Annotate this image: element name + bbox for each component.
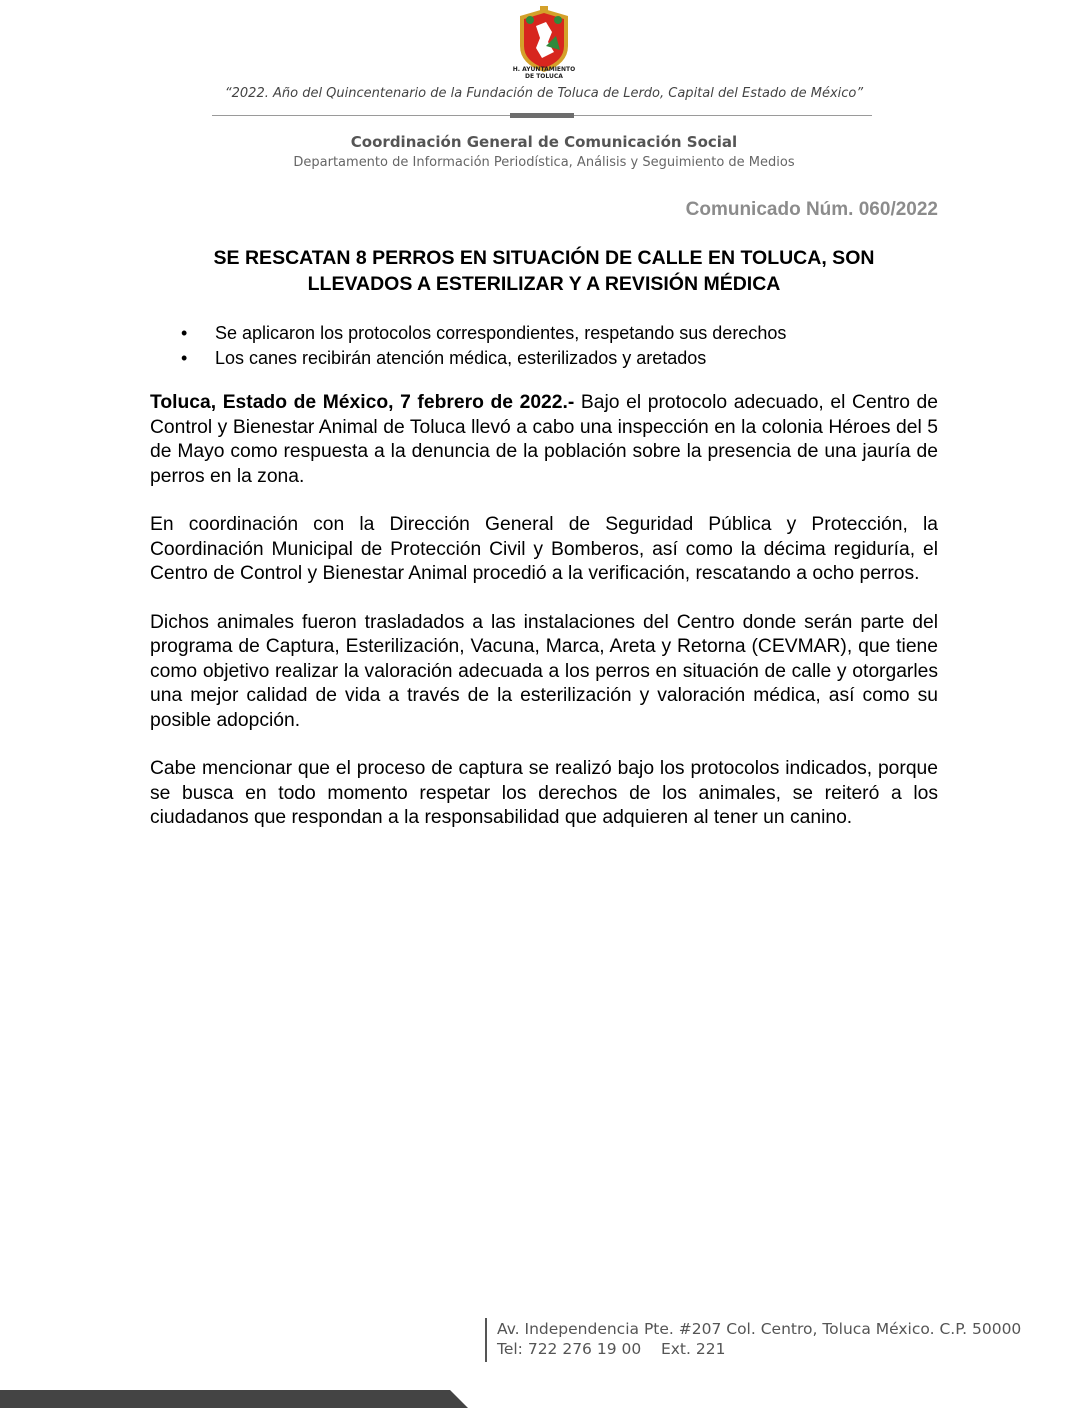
bullet-icon: • bbox=[181, 347, 188, 368]
year-motto: “2022. Año del Quincentenario de la Fundación de Toluca de Lerdo, Capital del Estado de México” bbox=[224, 86, 864, 101]
headline-line: LLEVADOS A ESTERILIZAR Y A REVISIÓN MÉDICA bbox=[307, 273, 781, 295]
dateline: Toluca, Estado de México, 7 febrero de 2022.- bbox=[150, 392, 575, 413]
headline-line: SE RESCATAN 8 PERROS EN SITUACIÓN DE CALLE EN TOLUCA, SON bbox=[213, 247, 875, 269]
organization-subtitle: Departamento de Información Periodística, Análisis y Seguimiento de Medios bbox=[293, 155, 795, 170]
list-item: • Se aplicaron los protocolos correspondientes, respetando sus derechos bbox=[150, 321, 938, 346]
footer-divider bbox=[485, 1318, 487, 1362]
headline bbox=[150, 245, 938, 297]
footer-phone: Tel: 722 276 19 00 Ext. 221 bbox=[497, 1340, 726, 1358]
header-divider-accent bbox=[510, 113, 574, 118]
paragraph: En coordinación con la Dirección General de Seguridad Pública y Protección, la Coordinación Municipal de Protección Civil y Bomberos, así como la décima regiduría, el Centro de Control y Bienestar Animal procedió a la verificación, rescatando a ocho perros. bbox=[150, 514, 938, 584]
bullet-icon: • bbox=[181, 323, 188, 343]
paragraph: Toluca, Estado de México, 7 febrero de 2022.- Bajo el protocolo adecuado, el Centro de Control y Bienestar Animal de Toluca llevó a cabo una inspección en la colonia Héroes del 5 de Mayo como respuesta a la denuncia de la población sobre la presencia de una jauría de perros en la zona. bbox=[150, 392, 938, 487]
paragraph: Cabe mencionar que el proceso de captura se realizó bajo los protocolos indicados, porque se busca en todo momento respetar los derechos de los animales, se reiteró a los ciudadanos que respondan a la responsabilidad que adquieren al tener un canino. bbox=[150, 758, 938, 828]
comunicado-number: Comunicado Núm. 060/2022 bbox=[685, 199, 938, 220]
footer-extension: Ext. 221 bbox=[660, 1340, 726, 1358]
article-body bbox=[150, 391, 938, 855]
summary-bullets bbox=[150, 321, 938, 370]
list-item: • Los canes recibirán atención médica, esterilizados y aretados bbox=[150, 346, 938, 371]
organization-title: Coordinación General de Comunicación Social bbox=[350, 133, 738, 151]
paragraph: Dichos animales fueron trasladados a las instalaciones del Centro donde serán parte del programa de Captura, Esterilización, Vacuna, Marca, Areta y Retorna (CEVMAR), que tiene como objetivo realizar la valoración adecuada a los perros en situación de calle y otorgarles una mejor calidad de vida a través de la esterilización y valoración médica, así como su posible adopción. bbox=[150, 611, 938, 731]
logo-caption: H. AYUNTAMIENTO DE TOLUCA bbox=[512, 66, 576, 80]
footer-stripe bbox=[0, 1390, 1088, 1408]
footer-address: Av. Independencia Pte. #207 Col. Centro, Toluca México. C.P. 50000 bbox=[497, 1320, 1022, 1338]
